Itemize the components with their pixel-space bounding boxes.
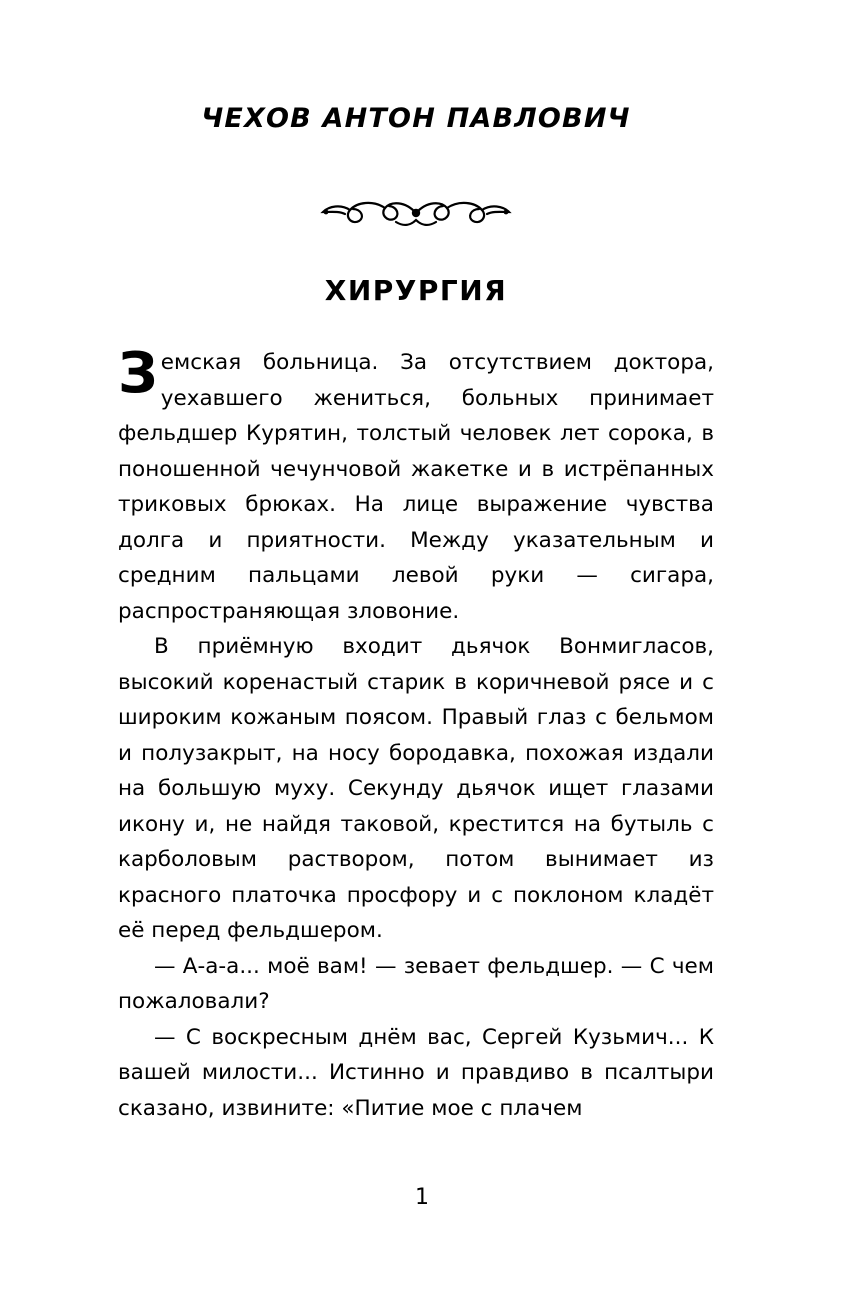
paragraph-1 xyxy=(118,341,714,629)
story-title: ХИРУРГИЯ xyxy=(324,274,508,307)
author-name: ЧЕХОВ АНТОН ПАВЛОВИЧ xyxy=(201,103,631,134)
paragraph-1-text: емская больница. За отсутствием доктора, уехавшего жениться, больных принимает фельдшер Курятин, толстый человек лет сорока, в поношенной чечунчовой жакетке и в истрёпанных триковых брюках. На лице выражение чувства долга и приятности. Между указательным и средним пальцами левой руки — сигара, распространяющая зловоние. xyxy=(118,350,714,624)
paragraph-4: — С воскресным днём вас, Сергей Кузьмич... К вашей милости... Истинно и правдиво в псалтыри сказано, извините: «Питие мое с плачем xyxy=(118,1024,714,1121)
drop-cap: З xyxy=(118,341,158,406)
paragraph-3: — А-а-а... моё вам! — зевает фельдшер. — С чем пожаловали? xyxy=(118,953,714,1014)
paragraph-2: В приёмную входит дьячок Вонмигласов, высокий коренастый старик в коричневой рясе и с широким кожаным поясом. Правый глаз с бельмом и полузакрыт, на носу бородавка, похожая издали на большую муху. Секунду дьячок ищет глазами икону и, не найдя таковой, крестится на бутыль с карболовым раствором, потом вынимает из красного платочка просфору и с поклоном кладёт её перед фельдшером. xyxy=(118,634,714,943)
story-body xyxy=(118,341,714,1126)
page-number: 1 xyxy=(415,1185,429,1210)
ornament-divider xyxy=(118,192,714,240)
